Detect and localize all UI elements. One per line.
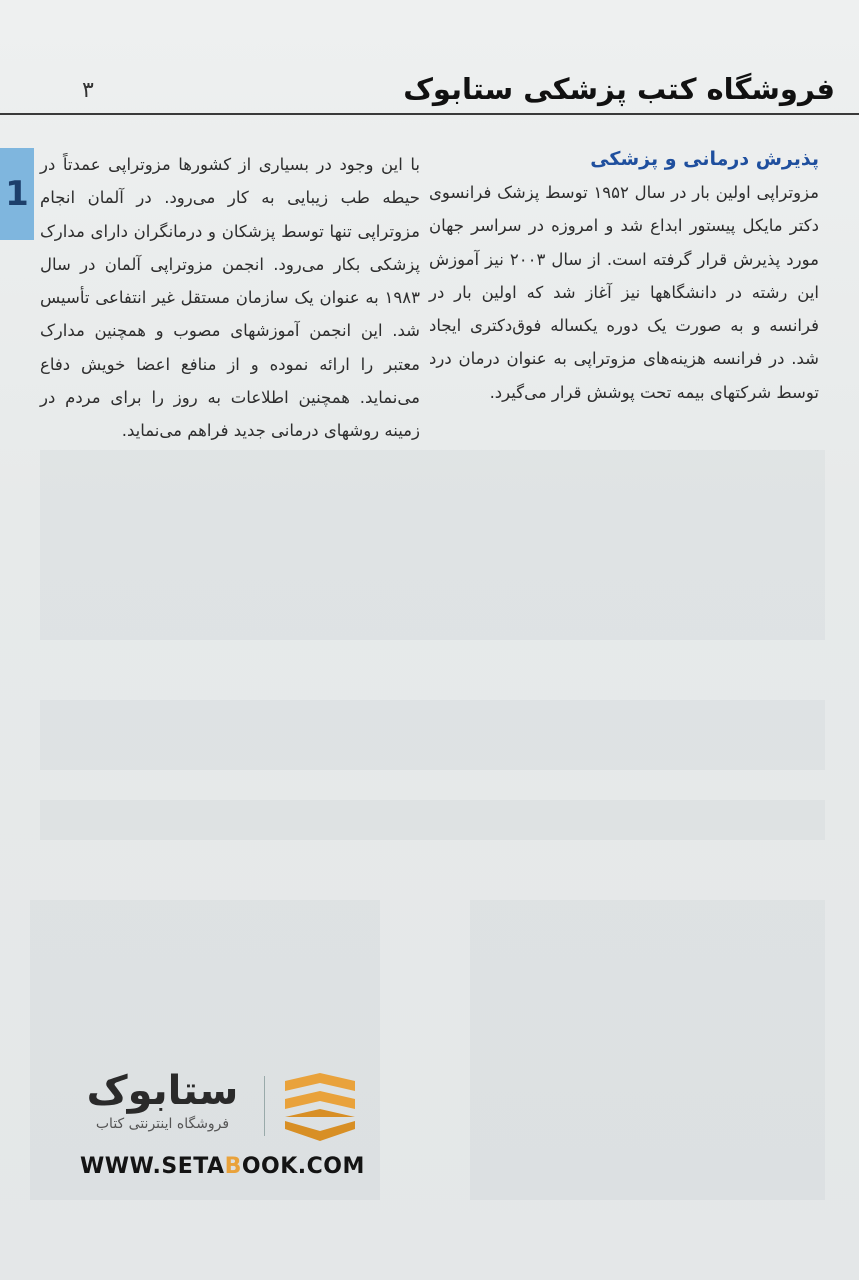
left-column	[40, 148, 420, 448]
bleed-through-block	[470, 900, 825, 1200]
right-paragraph: مزوتراپی اولین بار در سال ۱۹۵۲ توسط پزشک فرانسوی دکتر مایکل پیستور ابداع شد و امروزه در سراسر جهان مورد پذیرش قرار گرفته است. از سال ۲۰۰۳ نیز آموزش این رشته در دانشگاهها نیز آغاز شد که اولین بار در فرانسه و به صورت یک دوره یکساله فوق‌دکتری ایجاد شد. در فرانسه هزینه‌های مزوتراپی به عنوان درمان درد توسط شرکتهای بیمه تحت پوشش قرار می‌گیرد.	[429, 183, 819, 402]
bleed-through-block	[40, 700, 825, 770]
header-rule	[0, 113, 859, 115]
bleed-through-block	[40, 450, 825, 640]
right-column	[429, 144, 819, 409]
website-accent: B	[224, 1154, 242, 1179]
left-paragraph: با این وجود در بسیاری از کشورها مزوتراپی عمدتاً در حیطه طب زیبایی به کار می‌رود. در آلمان انجام مزوتراپی تنها توسط پزشکان و درمانگران دارای مدارک پزشکی بکار می‌رود. انجمن مزوتراپی آلمان در سال ۱۹۸۳ به عنوان یک سازمان مستقل غیر انتفاعی تأسیس شد. این انجمن آموزشهای مصوب و همچنین مدارک معتبر را ارائه نموده و از منافع اعضا خویش دفاع می‌نماید. همچنین اطلاعات به روز را برای مردم در زمینه روشهای درمانی جدید فراهم می‌نماید.	[40, 155, 420, 441]
website-suffix: OOK.COM	[241, 1154, 365, 1179]
brand-word: ستابوک	[86, 1068, 239, 1114]
section-heading: پذیرش درمانی و پزشکی	[590, 148, 819, 170]
website-prefix: WWW.SETA	[80, 1154, 225, 1179]
website-url	[80, 1154, 365, 1179]
page-number: ۳	[82, 78, 94, 103]
chapter-number: 1	[5, 174, 29, 214]
book-stack-icon	[275, 1073, 365, 1143]
watermark-title: فروشگاه کتب پزشکی ستابوک	[403, 72, 835, 106]
brand-tagline: فروشگاه اینترنتی کتاب	[95, 1116, 230, 1132]
bleed-through-block	[40, 800, 825, 840]
logo-divider	[264, 1076, 265, 1136]
chapter-tab	[0, 148, 34, 240]
